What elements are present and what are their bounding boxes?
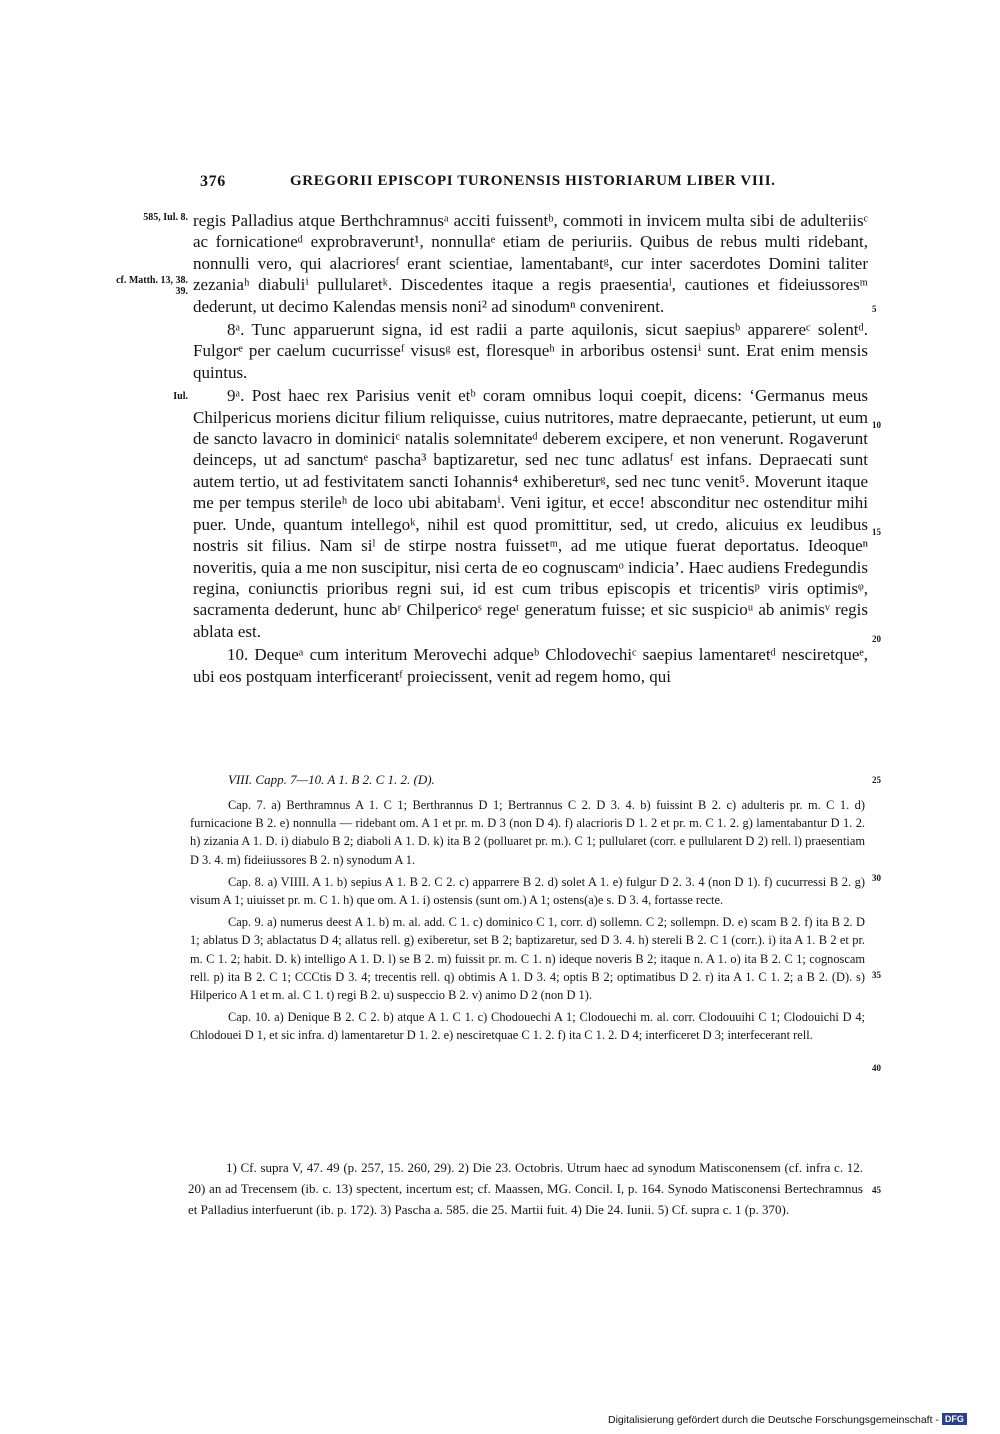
digitization-footer xyxy=(608,1413,967,1426)
page-number: 376 xyxy=(200,173,226,190)
line-number: 20 xyxy=(872,634,881,644)
line-number: 10 xyxy=(872,420,881,430)
paragraph-chapter-8: 8ᵃ. Tunc apparuerunt signa, id est radii a parte aquilonis, sicut saepiusᵇ apparereᶜ solentᵈ. Fulgorᵉ per caelum cucurrisseᶠ visusᵍ est, floresqueʰ in arboribus ostensiⁱ sunt. Erat enim mensis quintus. xyxy=(193,320,868,382)
footnotes xyxy=(188,1158,863,1220)
line-number: 5 xyxy=(872,304,877,314)
apparatus-chapter-9: Cap. 9. a) numerus deest A 1. b) m. al. add. C 1. c) dominico C 1, corr. d) sollemn. C 2; sollempn. D. e) scam B 2. f) ita B 2. D 1; ablatus D 3; ablactatus D 4; allatus rell. g) exiberetur, set B 2; baptizaretur, sed D 3. 4. h) stereli B 2. C 1 (corr.). i) ita A 1. B 2 et pr. m. C 1. 2; habit. D. k) intelligo A 1. D. l) se B 2. m) fuissit pr. m. C 1. n) ideque noveris B 2; itaque n. A 1. o) ita B 2. C 1; cognoscam rell. p) ita B 2. C 1; CCCtis D 3. 4; trecentis rell. q) obtimis A 1. D 3. 4; optis B 2; optimatibus D 2. r) ita A 1. C 1. 2; a B 2. (D). s) Hilperico A 1 et m. al. C 1. t) regi B 2. u) suspeccio B 2. v) animo D 2 (non D 1). xyxy=(190,915,865,1003)
main-text xyxy=(193,210,868,687)
line-number: 40 xyxy=(872,1063,881,1073)
apparatus-chapter-7: Cap. 7. a) Berthramnus A 1. C 1; Berthrannus D 1; Bertrannus C 2. D 3. 4. b) fuissint B 2. c) adulteris pr. m. C 1. d) furnicacione B 2. e) nonnulla — ridebant om. A 1 et pr. m. D 3 (non D 4). f) alacrioris D 1. 2 et pr. m. C 1. 2. g) lamentabantur D 1. 2. h) zizania A 1. D. i) diabulo B 2; diaboli A 1. D. k) ita B 2 (polluaret pr. m.). C 1; pullularet (corr. e pullularent D 2) rell. l) praesentiam D 3. 4. m) fideiiussores B 2. n) synodum A 1. xyxy=(190,798,865,867)
footnotes-text: 1) Cf. supra V, 47. 49 (p. 257, 15. 260, 29). 2) Die 23. Octobris. Utrum haec ad synodum Matisconensem (cf. infra c. 12. 20) an ad Trecensem (ib. c. 13) spectent, incertum est; cf. Maassen, MG. Concil. I, p. 164. Synodo Matisconensi Bertechramnus et Palladius interfuerunt (ib. p. 172). 3) Pascha a. 585. die 25. Martii fuit. 4) Die 24. Iunii. 5) Cf. supra c. 1 (p. 370). xyxy=(188,1160,863,1217)
apparatus-chapter-8: Cap. 8. a) VIIII. A 1. b) sepius A 1. B 2. C 2. c) apparrere B 2. d) solet A 1. e) fulgur D 2. 3. 4 (non D 1). f) cucurressi B 2. g) visum A 1; uiuisset pr. m. C 1. h) que om. A 1. i) ostensis (sunt om.) A 1; ostens(a)e s. D 3. 4, fortasse recte. xyxy=(190,874,865,908)
footer-text: Digitalisierung gefördert durch die Deutsche Forschungsgemeinschaft - xyxy=(608,1414,939,1426)
paragraph-chapter-7-end: regis Palladius atque Berthchramnusᵃ acciti fuissentᵇ, commoti in invicem multa sibi de adulteriisᶜ ac fornicationeᵈ exprobraverunt¹, nonnullaᵉ etiam de periuriis. Quibus de rebus multi ridebant, nonnulli vero, qui alacrioresᶠ erant scientiae, lamentabantᵍ, cur inter sacerdotes Domini taliter zezaniaʰ diabuliⁱ pullularetᵏ. Discedentes itaque a regis praesentiaˡ, cautiones et fideiussoresᵐ dederunt, ut decimo Kalendas mensis noni² ad sinodumⁿ convenirent. xyxy=(193,211,868,316)
critical-apparatus xyxy=(190,796,865,1049)
line-number: 30 xyxy=(872,873,881,883)
line-number: 45 xyxy=(872,1185,881,1195)
line-number: 35 xyxy=(872,970,881,980)
apparatus-title: VIII. Capp. 7—10. A 1. B 2. C 1. 2. (D). xyxy=(228,772,435,787)
margin-month: Iul. xyxy=(173,391,188,402)
running-title: GREGORII EPISCOPI TURONENSIS HISTORIARUM LIBER VIII. xyxy=(290,173,776,189)
dfg-logo: DFG xyxy=(942,1413,967,1425)
margin-reference: cf. Matth. 13, 38. 39. xyxy=(116,275,188,297)
line-number: 25 xyxy=(872,775,881,785)
paragraph-chapter-9: 9ᵃ. Post haec rex Parisius venit etᵇ coram omnibus loqui coepit, dicens: ‘Germanus meus Chilpericus moriens dicitur filium reliquisse, cuius nutritores, matre depraecante, petierunt, ut eum de sancto lavacro in dominiciᶜ natalis solemnitateᵈ deberem excipere, et non venerunt. Rogaverunt deinceps, ut ad sanctumᵉ pascha³ baptizaretur, sed nec tunc adlatusᶠ est infans. Depraecati sunt autem tertio, ut ad festivitatem sancti Iohannis⁴ exhibereturᵍ, sed nec tunc venit⁵. Moverunt itaque me per tempus sterileʰ de loco ubi abitabamⁱ. Veni igitur, et ecce! absconditur nec ostenditur mihi puer. Unde, quantum intellegoᵏ, nihil est quod promittitur, sed, ut credo, alicuius ex leudibus nostris sit filius. Nam siˡ de stirpe nostra fuissetᵐ, ad me utique fuerat deportatus. Ideoqueⁿ noveritis, quia a me non suscipitur, nisi certa de eo cognuscamᵒ indicia’. Haec audiens Fredegundis regina, coniunctis prioribus regni sui, id est cum tribus episcopis et tricentisᵖ viris optimisᵠ, sacramenta dederunt, hunc abʳ Chilpericoˢ regeᵗ generatum fuisse; et sic suspicioᵘ ab animisᵛ regis ablata est. xyxy=(193,386,868,641)
line-number: 15 xyxy=(872,527,881,537)
running-header xyxy=(200,173,880,195)
paragraph-chapter-10: 10. Dequeᵃ cum interitum Merovechi adqueᵇ Chlodovechiᶜ saepius lamentaretᵈ nesciretqueᵉ, ubi eos postquam interficerantᶠ proiecissent, venit ad regem homo, qui xyxy=(193,645,868,686)
apparatus-chapter-10: Cap. 10. a) Denique B 2. C 2. b) atque A 1. C 1. c) Chodouechi A 1; Clodouechi m. al. corr. Clodouuihi C 1; Clodouichi D 4; Chlodouei D 1, et sic infra. d) lamentaretur D 1. 2. e) nesciretquae C 1. 2. f) ita C 1. 2. D 4; interficeret D 3; interfecerant rell. xyxy=(190,1010,865,1043)
margin-date: 585, Iul. 8. xyxy=(143,212,188,223)
